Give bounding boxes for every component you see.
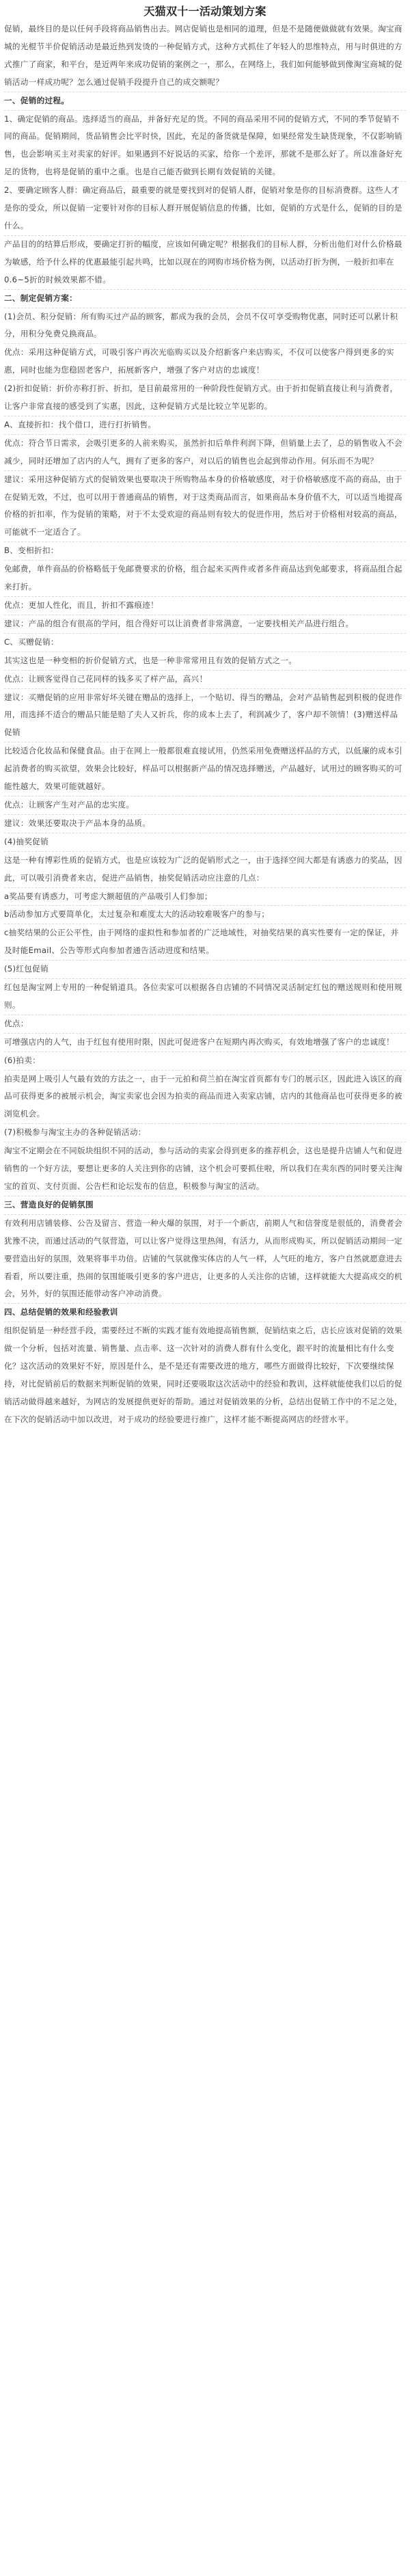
paragraph: 红包是淘宝网上专用的一种促销道具。各位卖家可以根据各自店铺的不同情况灵活制定红包的赠送规则和使用规则。 bbox=[4, 982, 402, 1010]
document-body bbox=[4, 21, 406, 1429]
paragraph: 优点：采用这种促销方式，可吸引客户再次光临购买以及介绍新客户来店购买，不仅可以使客户得到更多的实惠，同时也能为您稳固老客户，拓展新客户，增强了客户对店的忠诚度！ bbox=[4, 347, 394, 375]
paragraph: 免邮费，单件商品的价格略低于免邮费要求的价格，组合起来买两件或者多件商品达到免邮要求，将商品组合起来打折。 bbox=[4, 564, 402, 592]
paragraph: 优点：符合节日需求，会吸引更多的人前来购买，虽然折扣后单件利润下降，但销量上去了，总的销售收入不会减少，同时还增加了店内的人气，拥有了更多的客户，对以后的销售也会起到带动作用。何乐而不为呢？ bbox=[4, 438, 402, 466]
paragraph: (1)会员、积分促销：所有购买过产品的顾客，都成为我的会员，会员不仅可享受购物优惠，同时还可以累计积分，用积分免费兑换商品。 bbox=[4, 311, 398, 339]
paragraph: (5)红包促销 bbox=[4, 964, 49, 974]
paragraph: (7)积极参与淘宝主办的各种促销活动： bbox=[4, 1127, 146, 1138]
paragraph: 优点：让顾客产生对产品的忠实度。 bbox=[4, 799, 135, 809]
paragraph: 建议：买赠促销的应用非常好坏关键在赠品的选择上，一个贴切、得当的赠品，会对产品销售起到积极的促进作用，而选择不适合的赠品只能是赔了夫人又折兵，你的成本上去了，利润减少了，客户却不领情！(3)赠送样品促销 bbox=[4, 692, 402, 738]
paragraph: b活动参加方式要简单化，太过复杂和难度太大的活动较难吸客户的参与； bbox=[4, 909, 270, 920]
paragraph: 其实这也是一种变相的折价促销方式，也是一种非常常用且有效的促销方式之一。 bbox=[4, 655, 297, 665]
paragraph: (2)折扣促销：折价亦称打折、折扣，是目前最常用的一种阶段性促销方式。由于折扣促销直接让利与消费者，让客户非常直接的感受到了实惠，因此，这种促销方式是比较立竿见影的。 bbox=[4, 384, 398, 412]
paragraph: 可增强店内的人气，由于红包有使用时限，因此可促进客户在短期内再次购买，有效地增强了客户的忠诚度！ bbox=[4, 1036, 394, 1047]
paragraph: (6)拍卖： bbox=[4, 1055, 41, 1065]
paragraph: a奖品要有诱惑力，可考虑大额超值的产品吸引人们参加； bbox=[4, 891, 213, 901]
paragraph: 2、要确定顾客人群：确定商品后，最重要的就是要找到对的促销人群，促销对象是你的目标消费群。这些人才是你的受众，所以促销一定要针对你的目标人群开展促销信息的传播，比如，促销的方式是什么，促销的目的是什么。 bbox=[4, 185, 402, 230]
paragraph: 拍卖是网上吸引人气最有效的方法之一，由于一元拍和荷兰拍在淘宝首页都有专门的展示区，因此进入该区的商品可获得更多的被展示机会，淘宝卖家也会因为拍卖的商品而进入卖家店铺，店内的其他商品也可获得更多的被浏览机会。 bbox=[4, 1073, 402, 1119]
paragraph: (4)抽奖促销 bbox=[4, 836, 49, 846]
paragraph: A、直接折扣：找个借口，进行打折销售。 bbox=[4, 419, 156, 429]
document-title: 天猫双十一活动策划方案 bbox=[144, 5, 266, 18]
paragraph: 优点：更加人性化，而且，折扣不露痕迹！ bbox=[4, 600, 159, 610]
paragraph: 有效利用店铺装修、公告及留言、营造一种火爆的氛围，对于一个新店，前期人气和信誉度是很低的，消费者会犹豫不决，而通过活动的气氛营造，可以让客户觉得这里热闹，有活力，从而形成购买，所以促销活动期间一定要营造出好的氛围，效果将事半功倍。店铺的气氛就像实体店的人气一样，人气旺的地方，客户自然就愿意进去看看，所以要注重，热闹的氛围能吸引更多的客户进店，让更多的人关注你的店铺，这样就能大大提高成交的机会，另外，好的氛围还能带动客户冲动消费。 bbox=[4, 1218, 402, 1299]
section-heading: 三、营造良好的促销氛围 bbox=[4, 1199, 94, 1209]
paragraph: 建议：效果还要取决于产品本身的品质。 bbox=[4, 818, 151, 828]
paragraph: 优点：让顾客觉得自己花同样的钱多买了样产品，高兴！ bbox=[4, 673, 208, 684]
paragraph: 这是一种有博彩性质的促销方式，也是应该较为广泛的促销形式之一，由于选择空间大都是有诱惑力的奖品，因此，可以吸引消费者来店，促进产品销售，抽奖促销活动应注意的几点： bbox=[4, 855, 402, 883]
paragraph: 比较适合化妆品和保健食品。由于在网上一般都很难直接试用，仍然采用免费赠送样品的方式，以低廉的成本引起消费者的购买欲望，效果会比较好，样品可以根据新产品的情况选择赠送，产品越好，试用过的顾客购买的可能性越大，效果可能就越好。 bbox=[4, 746, 402, 792]
paragraph: 建议：采用这种促销方式的促销效果也要取决于所购物品本身的价格敏感度，对于价格敏感度不高的商品，由于在促销无效，不过，也可以用于普通商品的销售，对于这类商品而言，如果商品本身价值不大，可以适当地提高价格的折扣率，作为促销的策略，对于不太受欢迎的商品则有较大的促进作用，然后对于价格相对较高的商品，可能就不一定适合了。 bbox=[4, 474, 402, 537]
paragraph: B、变相折扣： bbox=[4, 546, 59, 556]
paragraph: 产品目的的结算后形成，要确定打折的幅度，应该如何确定呢？根据我们的目标人群，分析出他们对什么价格最为敏感，给予什么样的优惠最能引起共鸣，比如以现在的网购市场价格为例，以活动打折为例，一般折扣率在0.6~5折的时候效果都不错。 bbox=[4, 239, 402, 284]
paragraph: 优点： bbox=[4, 1018, 29, 1028]
paragraph: 1、确定促销的商品。选择适当的商品，并备好充足的货。不同的商品采用不同的促销方式，不同的季节促销不同的商品。促销期间，货品销售会比平时快，因此，充足的备货就是保障，如果经常发生缺货现象，不仅影响销售，也会影响买主对卖家的好评。如果遇到不好说话的买家，给你一个差评，那就不是那么好了。所以准备好充足的货物，也将是促销的重中之重。也是自己能否做到长期有效促销的关键。 bbox=[4, 113, 402, 177]
paragraph: c抽奖结果的公正公平性，由于网络的虚拟性和参加者的广泛地域性，对抽奖结果的真实性要有一定的保证，并及时能Email、公告等形式向参加者通告活动进度和结果。 bbox=[4, 928, 399, 956]
paragraph: 建议：产品的组合有很高的学问，组合得好可以让消费者非常满意，一定要找相关产品进行组合。 bbox=[4, 618, 354, 628]
section-heading: 一、促销的过程。 bbox=[4, 95, 70, 105]
section-heading: 二、制定促销方案： bbox=[4, 293, 78, 303]
paragraph: 淘宝不定期会在不同版块组织不同的活动，参与活动的卖家会得到更多的推荐机会，这也是提升店铺人气和促进销售的一个好方法，要想让更多的人关注到你的店铺，这个机会可要抓住啦，所以我们在卖东西的同时要关注淘宝的首页、支付页面、公告栏和论坛发布的信息，积极参与淘宝的活动。 bbox=[4, 1146, 402, 1191]
paragraph: 促销，最终目的是以任何手段将商品销售出去。网店促销也是相同的道理，但是不是随便做做就有效果。淘宝商城的光棍节半价促销活动是最近热到发烫的一种促销方式，这种方式抓住了年轻人的思维特点，用与时俱进的方式推广了商家，和平台，是近两年来成功促销的案例之一，那么，在网络上，我们如何能够做到像淘宝商城的促销活动一样成功呢？怎么通过促销手段提升自己的成交额呢？ bbox=[4, 24, 402, 87]
paragraph: 组织促销是一种经营手段，需要经过不断的实践才能有效地提高销售额，促销结束之后，店长应该对促销的效果做一个分析，包括对流量、销售量、点击率、这一次针对的消费人群有什么变化，跟平时的流量相比有什么变化？这次活动的效果好不好，原因是什么，是不是还有需要改进的地方，哪些方面做得比较好，下次要继续保持，对比促销前后的数据来判断促销的效果，同时还要吸取这次活动中的经验和教训，这样就能使我们以后的促销活动做得越来越好，为网店的发展提供更好的帮助。通过对促销效果的分析，总结出促销工作中的不足之处，在下次的促销活动中加以改进，对于成功的经验要进行推广，这样才能不断提高网店的经营水平。 bbox=[4, 1326, 402, 1424]
paragraph: C、买赠促销： bbox=[4, 636, 59, 647]
section-heading: 四、总结促销的效果和经验教训 bbox=[4, 1307, 118, 1317]
